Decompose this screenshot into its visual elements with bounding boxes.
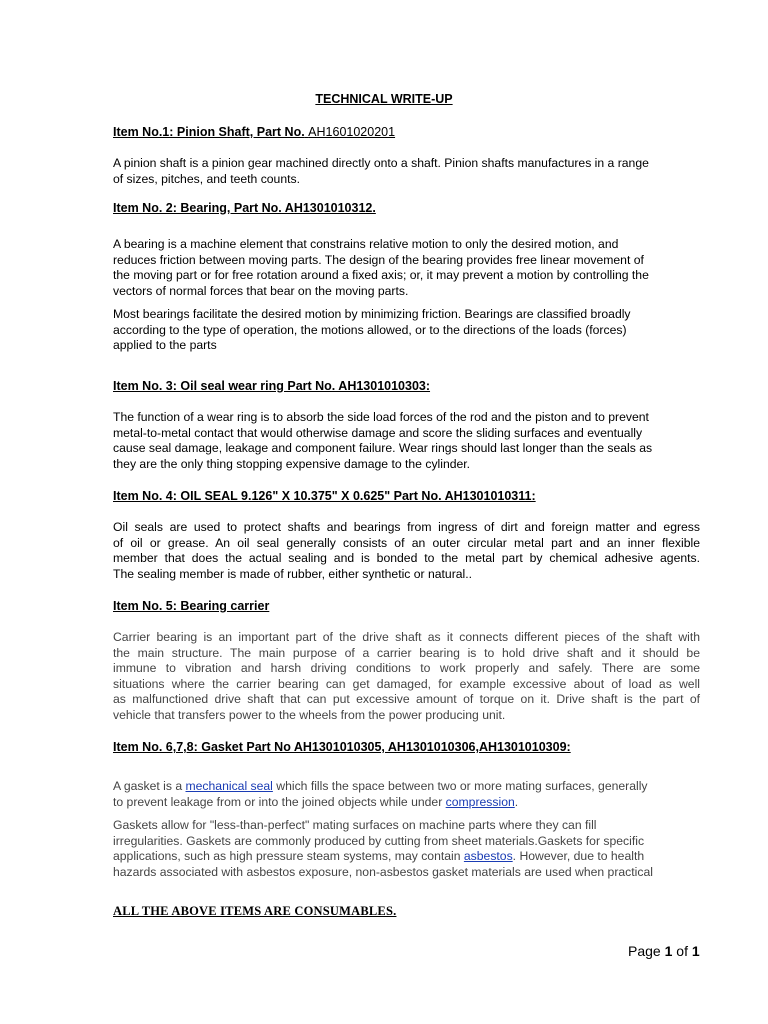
page-total: 1 [691, 943, 700, 959]
item1-line: of sizes, pitches, and teeth counts. [113, 171, 300, 186]
item678-paragraph-2 [113, 818, 700, 880]
item678-line: irregularities. Gaskets are commonly produced by cutting from sheet materials.Gaskets for specific [113, 833, 645, 848]
item1-description [113, 156, 700, 187]
item1-part-number: AH1601020201 [308, 125, 396, 139]
item5-description [113, 630, 700, 723]
item5-line: immune to vibration and harsh driving conditions to work properly and safely. There are some [113, 661, 700, 675]
text-run: which fills the space between two or more mating surfaces, generally [272, 779, 648, 793]
item2-line: according to the type of operation, the motions allowed, or to the directions of the loads (forces) [113, 322, 627, 337]
of-label: of [676, 943, 688, 959]
item2-heading: Item No. 2: Bearing, Part No. AH1301010312. [113, 201, 376, 215]
page-footer [628, 943, 700, 959]
item1-heading-prefix: Item No.1: Pinion Shaft, Part No. [113, 125, 305, 139]
item4-line: member that does the actual sealing and is bonded to the metal part by chemical adhesive agents. [113, 551, 700, 565]
item5-line: Carrier bearing is an important part of the drive shaft as it connects different pieces of the shaft with [113, 630, 700, 644]
item4-description [113, 520, 700, 582]
page-number: 1 [664, 943, 673, 959]
text-run: . [514, 794, 519, 809]
mechanical-seal-link[interactable]: mechanical seal [185, 779, 273, 793]
item4-line: of oil or grease. An oil seal generally consists of an outer circular metal part and an inner flexible [113, 535, 700, 550]
item3-line: metal-to-metal contact that would otherwise damage and score the sliding surfaces and eventually [113, 425, 643, 440]
item678-line [113, 779, 700, 795]
item678-paragraph-1 [113, 779, 700, 810]
item2-line: vectors of normal forces that bear on the moving parts. [113, 283, 409, 298]
item1-heading [113, 125, 395, 139]
item5-heading: Item No. 5: Bearing carrier [113, 599, 270, 613]
item5-line: vehicle that transfers power to the wheels from the power producing unit. [113, 707, 506, 722]
asbestos-link[interactable]: asbestos [463, 849, 513, 863]
item2-paragraph-1 [113, 237, 700, 299]
item4-line: The sealing member is made of rubber, either synthetic or natural.. [113, 566, 473, 581]
item2-line: applied to the parts [113, 338, 217, 352]
item678-line: Gaskets allow for "less-than-perfect" mating surfaces on machine parts where they can fill [113, 818, 597, 832]
consumables-note: ALL THE ABOVE ITEMS ARE CONSUMABLES. [113, 904, 397, 918]
text-run: to prevent leakage from or into the joined objects while under [113, 794, 446, 809]
text-run: . However, due to health [512, 849, 645, 863]
text-run: applications, such as high pressure steam systems, may contain [113, 849, 464, 863]
item3-line: cause seal damage, leakage and component failure. Wear rings should last longer than the seals as [113, 441, 653, 455]
item2-line: Most bearings facilitate the desired motion by minimizing friction. Bearings are classified broadly [113, 307, 631, 321]
item2-paragraph-2 [113, 307, 700, 354]
item5-line: situations where the carrier bearing can get damaged, for example excessive about of load as well [113, 676, 700, 691]
item4-line: Oil seals are used to protect shafts and bearings from ingress of dirt and foreign matter and egress [113, 520, 700, 534]
item678-line: hazards associated with asbestos exposure, non-asbestos gasket materials are used when practical [113, 864, 653, 879]
item3-description [113, 410, 700, 472]
item4-heading: Item No. 4: OIL SEAL 9.126" X 10.375" X 0.625" Part No. AH1301010311: [113, 489, 536, 503]
item2-line: reduces friction between moving parts. The design of the bearing provides free linear movement of [113, 252, 644, 267]
document-title: TECHNICAL WRITE-UP [315, 92, 453, 106]
compression-link[interactable]: compression [445, 794, 515, 809]
text-run: A gasket is a [113, 779, 186, 793]
item678-line [113, 849, 700, 865]
item5-line: as malfunctioned drive shaft that can put excessive amount of torque on it. Drive shaft is the part of [113, 692, 700, 706]
page-label: Page [628, 943, 661, 959]
item3-heading: Item No. 3: Oil seal wear ring Part No. AH1301010303: [113, 379, 431, 393]
item678-line [113, 795, 700, 811]
item3-line: they are the only thing stopping expensive damage to the cylinder. [113, 456, 471, 471]
item3-line: The function of a wear ring is to absorb the side load forces of the rod and the piston and to prevent [113, 410, 649, 424]
item2-line: A bearing is a machine element that constrains relative motion to only the desired motion, and [113, 237, 619, 251]
item1-line: A pinion shaft is a pinion gear machined directly onto a shaft. Pinion shafts manufactures in a range [113, 156, 649, 170]
item5-line: the main structure. The main purpose of a carrier bearing is to hold drive shaft and it should be [113, 645, 700, 660]
item678-heading: Item No. 6,7,8: Gasket Part No AH1301010305, AH1301010306,AH1301010309: [113, 740, 571, 754]
item2-line: the moving part or for free rotation around a fixed axis; or, it may prevent a motion by controlling the [113, 268, 649, 282]
